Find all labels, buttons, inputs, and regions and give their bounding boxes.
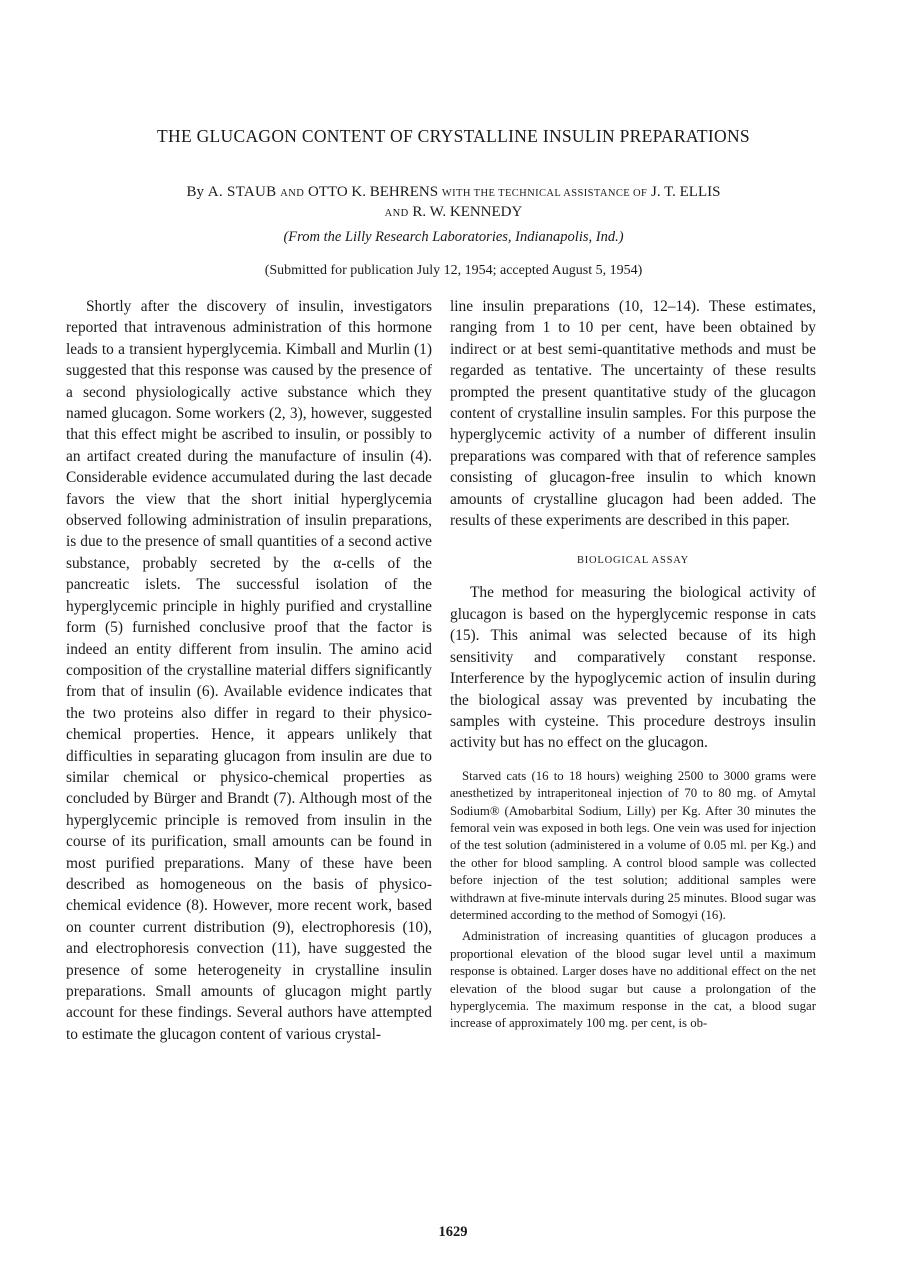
author-name: A. STAUB	[207, 184, 277, 200]
article-title: THE GLUCAGON CONTENT OF CRYSTALLINE INSULIN PREPARATIONS	[157, 126, 750, 146]
left-column	[66, 296, 432, 1045]
byline-prefix: By	[186, 184, 205, 200]
methods-paragraph: Administration of increasing quantities of glucagon produces a proportional elevation of the blood sugar level until a maximum response is obtained. Larger doses have no additional effect on the net elevation of the blood sugar but cause a prolongation of the hyperglycemia. The maximum response in the cat, a blood sugar increase of approximately 100 mg. per cent, is ob-	[450, 929, 816, 1031]
author-line	[100, 183, 807, 223]
intro-continuation: line insulin preparations (10, 12–14). These estimates, ranging from 1 to 10 per cent, have been obtained by indirect or at best semi-quantitative methods and must be regarded as tentative. The uncertainty of these results prompted the present quantitative study of the glucagon content of crystalline insulin samples. For this purpose the hyperglycemic activity of a number of different insulin preparations was compared with that of reference samples consisting of glucagon-free insulin to which known amounts of crystalline glucagon had been added. The results of these experiments are described in this paper.	[450, 298, 816, 530]
affiliation: (From the Lilly Research Laboratories, Indianapolis, Ind.)	[283, 229, 624, 245]
author-name: OTTO K. BEHRENS	[307, 184, 439, 200]
author-conjunction: AND	[384, 208, 409, 219]
technical-assistance-note: WITH THE TECHNICAL ASSISTANCE OF	[441, 188, 648, 199]
author-name: J. T. ELLIS	[651, 184, 721, 200]
methods-paragraph: Starved cats (16 to 18 hours) weighing 2500 to 3000 grams were anesthetized by intraperitoneal injection of 70 to 80 mg. of Amytal Sodium® (Amobarbital Sodium, Lilly) per Kg. After 30 minutes the femoral vein was exposed in both legs. One vein was used for injection of the test solution (administered in a volume of 0.05 ml. per Kg.) and the other for blood sampling. A control blood sample was collected before injection of the test solution; additional samples were withdrawn at five-minute intervals during 25 minutes. Blood sugar was determined according to the method of Somogyi (16).	[450, 768, 816, 922]
right-column	[450, 296, 816, 1033]
submission-dates: (Submitted for publication July 12, 1954; accepted August 5, 1954)	[264, 263, 643, 278]
author-conjunction: AND	[280, 188, 305, 199]
section-heading: BIOLOGICAL ASSAY	[576, 555, 690, 567]
author-name: R. W. KENNEDY	[412, 204, 523, 220]
page-number: 1629	[438, 1224, 468, 1240]
intro-paragraph: Shortly after the discovery of insulin, investigators reported that intravenous administration of this hormone leads to a transient hyperglycemia. Kimball and Murlin (1) suggested that this response was caused by the presence of a second physiologically active substance which they named glucagon. Some workers (2, 3), however, suggested that this effect might be ascribed to insulin, or possibly to an artifact created during the manufacture of insulin (4). Considerable evidence accumulated during the last decade favors the view that the short initial hyperglycemia observed following administration of insulin preparations, is due to the presence of small quantities of a second active substance, probably secreted by the α-cells of the pancreatic islets. The successful isolation of the hyperglycemic principle in highly purified and crystalline form (5) furnished conclusive proof that the factor is indeed an entity different from insulin. The amino acid composition of the crystalline material differs significantly from that of insulin (6). Available evidence indicates that the two proteins also differ in regard to their physico-chemical properties. Hence, it appears unlikely that difficulties in separating glucagon from insulin are due to similar chemical or physico-chemical properties as concluded by Bürger and Brandt (7). Although most of the hyperglycemic principle is removed from insulin in the course of its purification, small amounts can be found in most purified preparations. Many of these have been described as homogeneous on the basis of physico-chemical evidence (8). However, more recent work, based on counter current distribution (9), electrophoresis (10), and electrophoresis convection (11), have suggested the presence of some heterogeneity in crystalline insulin preparations. Small amounts of glucagon might partly account for these findings. Several authors have attempted to estimate the glucagon content of various crystal-	[66, 298, 432, 1043]
assay-paragraph: The method for measuring the biological activity of glucagon is based on the hyperglycemic response in cats (15). This animal was selected because of its high sensitivity and comparatively constant response. Interference by the hypoglycemic action of insulin during the biological assay was prevented by incubating the samples with cysteine. This procedure destroys insulin activity but has no effect on the glucagon.	[450, 584, 816, 752]
